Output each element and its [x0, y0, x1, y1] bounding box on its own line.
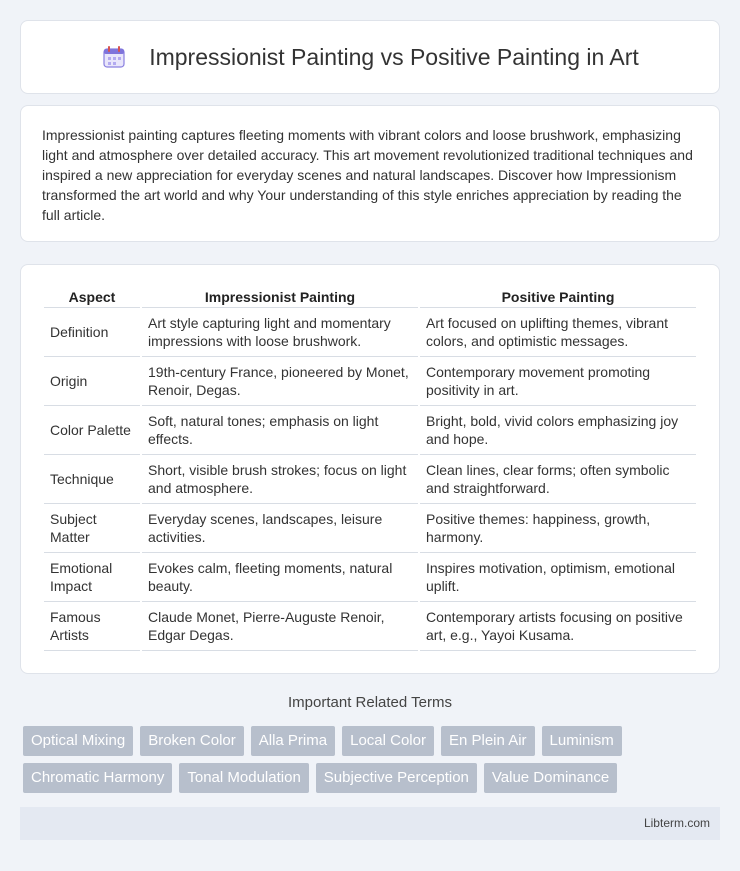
row-aspect: Technique	[44, 455, 140, 504]
footer	[20, 807, 720, 840]
row-impressionist: Everyday scenes, landscapes, leisure activities.	[142, 504, 418, 553]
table-header-row	[44, 286, 696, 308]
row-aspect: Definition	[44, 308, 140, 357]
related-term-tag[interactable]: En Plein Air	[441, 726, 535, 756]
row-impressionist: Art style capturing light and momentary impressions with loose brushwork.	[142, 308, 418, 357]
related-term-tag[interactable]: Broken Color	[140, 726, 244, 756]
related-term-tag[interactable]: Luminism	[542, 726, 622, 756]
row-aspect: Famous Artists	[44, 602, 140, 651]
row-positive: Contemporary artists focusing on positive art, e.g., Yayoi Kusama.	[420, 602, 696, 651]
row-positive: Contemporary movement promoting positivity in art.	[420, 357, 696, 406]
intro-text: Impressionist painting captures fleeting moments with vibrant colors and loose brushwork, emphasizing light and atmosphere over detailed accuracy. This art movement revolutionized traditional techniques and inspired a new appreciation for everyday scenes and natural landscapes. Discover how Impressionism transformed the art world and why Your understanding of this style enriches appreciation by reading the full article.	[42, 127, 693, 223]
comparison-table	[42, 286, 698, 651]
table-row	[44, 308, 696, 357]
header-aspect: Aspect	[44, 286, 140, 308]
related-terms-list	[23, 726, 723, 793]
related-terms-title: Important Related Terms	[288, 694, 452, 711]
related-term-tag[interactable]: Value Dominance	[484, 763, 617, 793]
header-impressionist: Impressionist Painting	[142, 286, 418, 308]
intro-card	[20, 105, 720, 242]
table-row	[44, 553, 696, 602]
comparison-table-card	[20, 264, 720, 674]
row-aspect: Color Palette	[44, 406, 140, 455]
row-aspect: Emotional Impact	[44, 553, 140, 602]
row-positive: Clean lines, clear forms; often symbolic and straightforward.	[420, 455, 696, 504]
table-row	[44, 406, 696, 455]
row-impressionist: 19th-century France, pioneered by Monet, Renoir, Degas.	[142, 357, 418, 406]
row-impressionist: Short, visible brush strokes; focus on light and atmosphere.	[142, 455, 418, 504]
table-row	[44, 504, 696, 553]
table-row	[44, 602, 696, 651]
header-card	[20, 20, 720, 94]
row-positive: Inspires motivation, optimism, emotional uplift.	[420, 553, 696, 602]
related-term-tag[interactable]: Subjective Perception	[316, 763, 477, 793]
related-term-tag[interactable]: Optical Mixing	[23, 726, 133, 756]
footer-site-link[interactable]: Libterm.com	[643, 816, 710, 830]
header-positive: Positive Painting	[420, 286, 696, 308]
related-term-tag[interactable]: Alla Prima	[251, 726, 335, 756]
row-positive: Art focused on uplifting themes, vibrant colors, and optimistic messages.	[420, 308, 696, 357]
row-aspect: Subject Matter	[44, 504, 140, 553]
row-aspect: Origin	[44, 357, 140, 406]
row-positive: Positive themes: happiness, growth, harmony.	[420, 504, 696, 553]
table-row	[44, 455, 696, 504]
row-impressionist: Soft, natural tones; emphasis on light effects.	[142, 406, 418, 455]
table-row	[44, 357, 696, 406]
related-term-tag[interactable]: Local Color	[342, 726, 434, 756]
related-term-tag[interactable]: Tonal Modulation	[179, 763, 308, 793]
row-positive: Bright, bold, vivid colors emphasizing joy and hope.	[420, 406, 696, 455]
row-impressionist: Evokes calm, fleeting moments, natural beauty.	[142, 553, 418, 602]
related-term-tag[interactable]: Chromatic Harmony	[23, 763, 172, 793]
page-title: Impressionist Painting vs Positive Painting in Art	[149, 43, 639, 70]
calendar-icon	[101, 44, 127, 70]
row-impressionist: Claude Monet, Pierre-Auguste Renoir, Edgar Degas.	[142, 602, 418, 651]
